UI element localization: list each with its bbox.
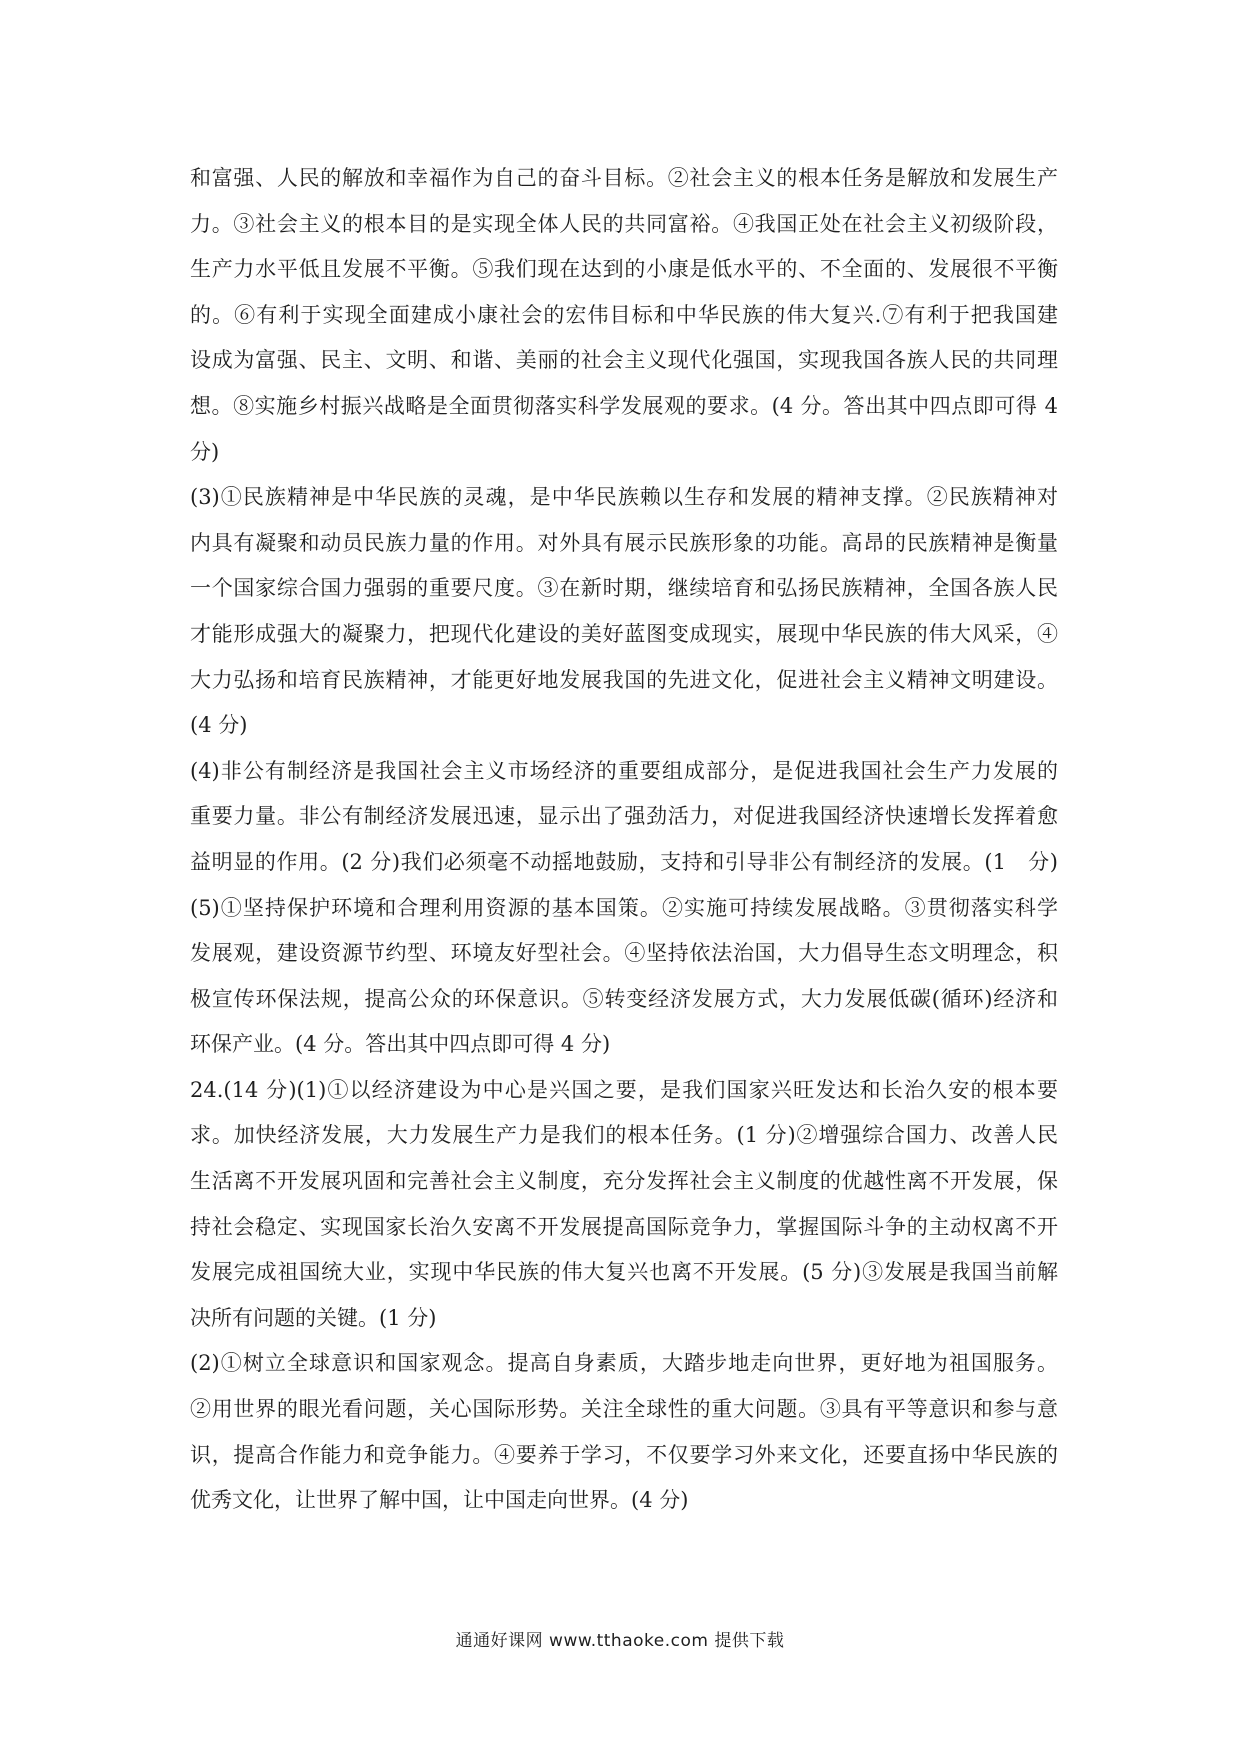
text-line: 优秀文化，让世界了解中国，让中国走向世界。(4 分)	[190, 1488, 689, 1513]
text-line: 重要力量。非公有制经济发展迅速，显示出了强劲活力，对促进我国经济快速增长发挥着愈	[190, 804, 1058, 829]
text-line: ②用世界的眼光看问题，关心国际形势。关注全球性的重大问题。③具有平等意识和参与意	[190, 1397, 1058, 1422]
text-line: 持社会稳定、实现国家长治久安离不开发展提高国际竞争力，掌握国际斗争的主动权离不开	[190, 1214, 1058, 1239]
text-line: 才能形成强大的凝聚力，把现代化建设的美好蓝图变成现实，展现中华民族的伟大风采，④	[190, 621, 1058, 646]
text-line: 一个国家综合国力强弱的重要尺度。③在新时期，继续培育和弘扬民族精神，全国各族人民	[190, 576, 1058, 601]
page-footer: 通通好课网 www.tthaoke.com 提供下载	[455, 1631, 785, 1651]
text-line: (3)①民族精神是中华民族的灵魂，是中华民族赖以生存和发展的精神支撑。②民族精神对	[190, 485, 1058, 510]
text-line: 想。⑧实施乡村振兴战略是全面贯彻落实科学发展观的要求。(4 分。答出其中四点即可得 4	[190, 393, 1058, 418]
text-line: 识，提高合作能力和竞争能力。④要养于学习，不仅要学习外来文化，还要直扬中华民族的	[190, 1442, 1058, 1467]
text-line: 的。⑥有利于实现全面建成小康社会的宏伟目标和中华民族的伟大复兴.⑦有利于把我国建	[190, 302, 1058, 327]
text-line: 生产力水平低且发展不平衡。⑤我们现在达到的小康是低水平的、不全面的、发展很不平衡	[190, 257, 1058, 282]
text-line: 设成为富强、民主、文明、和谐、美丽的社会主义现代化强国，实现我国各族人民的共同理	[190, 348, 1058, 373]
text-line: 求。加快经济发展，大力发展生产力是我们的根本任务。(1 分)②增强综合国力、改善人民	[190, 1123, 1058, 1148]
text-line: 极宣传环保法规，提高公众的环保意识。⑤转变经济发展方式，大力发展低碳(循环)经济和	[190, 986, 1058, 1011]
text-line: (5)①坚持保护环境和合理利用资源的基本国策。②实施可持续发展战略。③贯彻落实科学	[190, 895, 1058, 920]
text-line: (4)非公有制经济是我国社会主义市场经济的重要组成部分，是促进我国社会生产力发展的	[190, 758, 1058, 783]
text-line: (2)①树立全球意识和国家观念。提高自身素质，大踏步地走向世界，更好地为祖国服务。	[190, 1351, 1058, 1376]
text-line: 内具有凝聚和动员民族力量的作用。对外具有展示民族形象的功能。高昂的民族精神是衡量	[190, 530, 1058, 555]
text-line: 力。③社会主义的根本目的是实现全体人民的共同富裕。④我国正处在社会主义初级阶段，	[190, 211, 1058, 236]
text-line: 发展完成祖国统大业，实现中华民族的伟大复兴也离不开发展。(5 分)③发展是我国当前解	[190, 1260, 1058, 1285]
text-line: 大力弘扬和培育民族精神，才能更好地发展我国的先进文化，促进社会主义精神文明建设。	[190, 667, 1058, 692]
text-line: 生活离不开发展巩固和完善社会主义制度，充分发挥社会主义制度的优越性离不开发展，保	[190, 1169, 1058, 1194]
text-line: (4 分)	[190, 713, 248, 738]
text-line: 发展观，建设资源节约型、环境友好型社会。④坚持依法治国，大力倡导生态文明理念，积	[190, 941, 1058, 966]
text-line: 分)	[190, 439, 220, 464]
text-line: 益明显的作用。(2 分)我们必须毫不动摇地鼓励，支持和引导非公有制经济的发展。(1 分)	[190, 849, 1058, 874]
text-line: 环保产业。(4 分。答出其中四点即可得 4 分)	[190, 1032, 611, 1057]
text-line: 决所有问题的关键。(1 分)	[190, 1305, 437, 1330]
answer-text-body	[190, 156, 1058, 1524]
text-line: 和富强、人民的解放和幸福作为自己的奋斗目标。②社会主义的根本任务是解放和发展生产	[190, 166, 1058, 190]
text-line: 24.(14 分)(1)①以经济建设为中心是兴国之要，是我们国家兴旺发达和长治久安的根本要	[190, 1077, 1058, 1102]
